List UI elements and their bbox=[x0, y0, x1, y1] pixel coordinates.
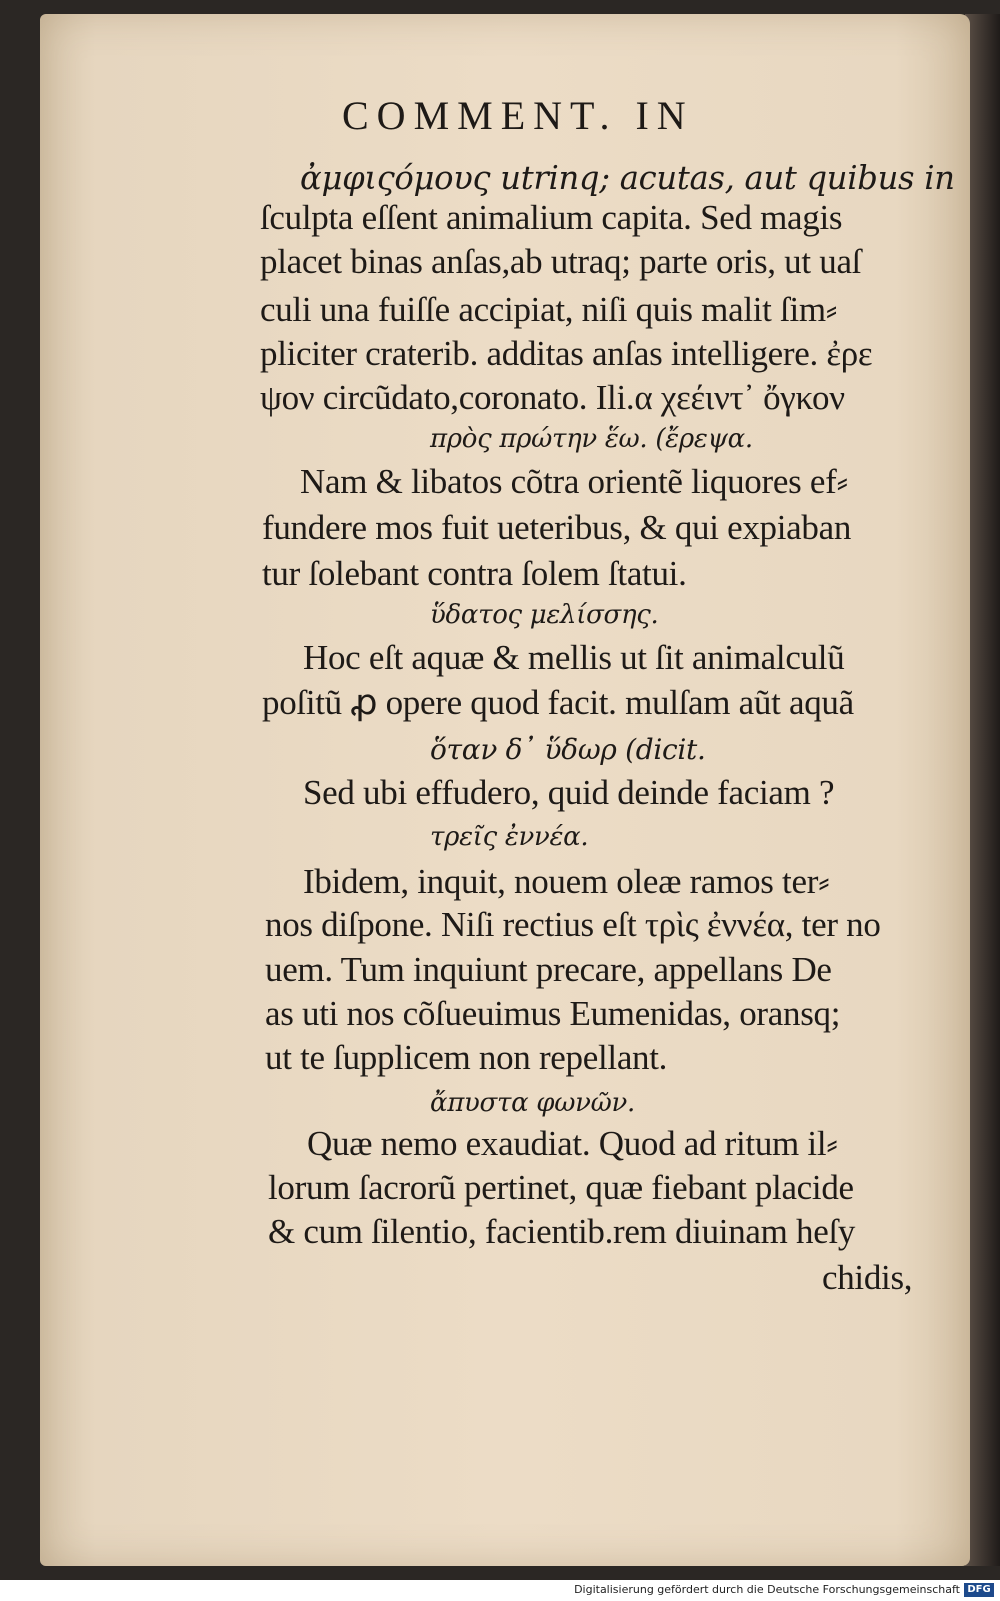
text-line-18: nos diſpone. Niſi rectius eſt τρὶς ἐννέα, ter no bbox=[265, 905, 881, 944]
text-line-23: Quæ nemo exaudiat. Quod ad ritum il⸗ bbox=[307, 1124, 838, 1163]
text-line-4: culi una fuiſſe accipiat, niſi quis malit ſim⸗ bbox=[260, 290, 838, 329]
text-line-19: uem. Tum inquiunt precare, appellans De bbox=[265, 950, 832, 989]
text-line-8: Nam & libatos cõtra orientẽ liquores ef⸗ bbox=[300, 462, 848, 501]
text-line-13: poſitũ ꝓ opere quod facit. mulſam aũt aquã bbox=[262, 683, 854, 722]
text-line-5: pliciter craterib. additas anſas intelligere. ἐρε bbox=[260, 334, 873, 373]
text-line-7: πρὸς πρώτην ἕω. (ἔρεψα. bbox=[430, 424, 753, 454]
text-line-16: τρεῖς ἐννέα. bbox=[430, 822, 589, 852]
text-line-21: ut te ſupplicem non repellant. bbox=[265, 1038, 668, 1077]
text-line-17: Ibidem, inquit, nouem oleæ ramos ter⸗ bbox=[303, 862, 830, 901]
text-line-9: fundere mos fuit ueteribus, & qui expiaban bbox=[262, 508, 852, 547]
book-spine-shadow bbox=[965, 14, 1000, 1566]
text-line-2: ſculpta eſſent animalium capita. Sed magis bbox=[260, 198, 843, 237]
text-line-25: & cum ſilentio, facientib.rem diuinam heſy bbox=[268, 1212, 856, 1251]
text-line-6: ψον circũdato,coronato. Ili.α χεέιντ᾽ ὄγκον bbox=[260, 378, 845, 417]
text-line-1: ἀμφιςόμους utrinq; acutas, aut quibus in bbox=[300, 158, 955, 197]
text-line-24: lorum ſacrorũ pertinet, quæ fiebant placide bbox=[268, 1168, 854, 1207]
text-line-20: as uti nos cõſueuimus Eumenidas, oransq; bbox=[265, 994, 841, 1033]
text-line-26: chidis, bbox=[822, 1258, 913, 1297]
text-line-10: tur ſolebant contra ſolem ſtatui. bbox=[262, 554, 687, 593]
text-line-11: ὕδατος μελίσσης. bbox=[430, 600, 659, 630]
text-line-3: placet binas anſas,ab utraq; parte oris, ut uaſ bbox=[260, 242, 862, 281]
footer-bar bbox=[0, 1580, 1000, 1601]
text-line-15: Sed ubi effudero, quid deinde faciam ? bbox=[303, 773, 835, 812]
text-line-22: ἄπυστα φωνῶν. bbox=[430, 1088, 635, 1118]
footer-credit: Digitalisierung gefördert durch die Deutsche Forschungsgemeinschaft bbox=[574, 1583, 960, 1596]
text-line-12: Hoc eſt aquæ & mellis ut ſit animalculũ bbox=[303, 638, 845, 677]
dfg-logo: DFG bbox=[964, 1583, 994, 1597]
text-line-14: ὅταν δ᾽ ὕδωρ (dicit. bbox=[430, 733, 706, 766]
running-head: COMMENT. IN bbox=[342, 93, 694, 138]
